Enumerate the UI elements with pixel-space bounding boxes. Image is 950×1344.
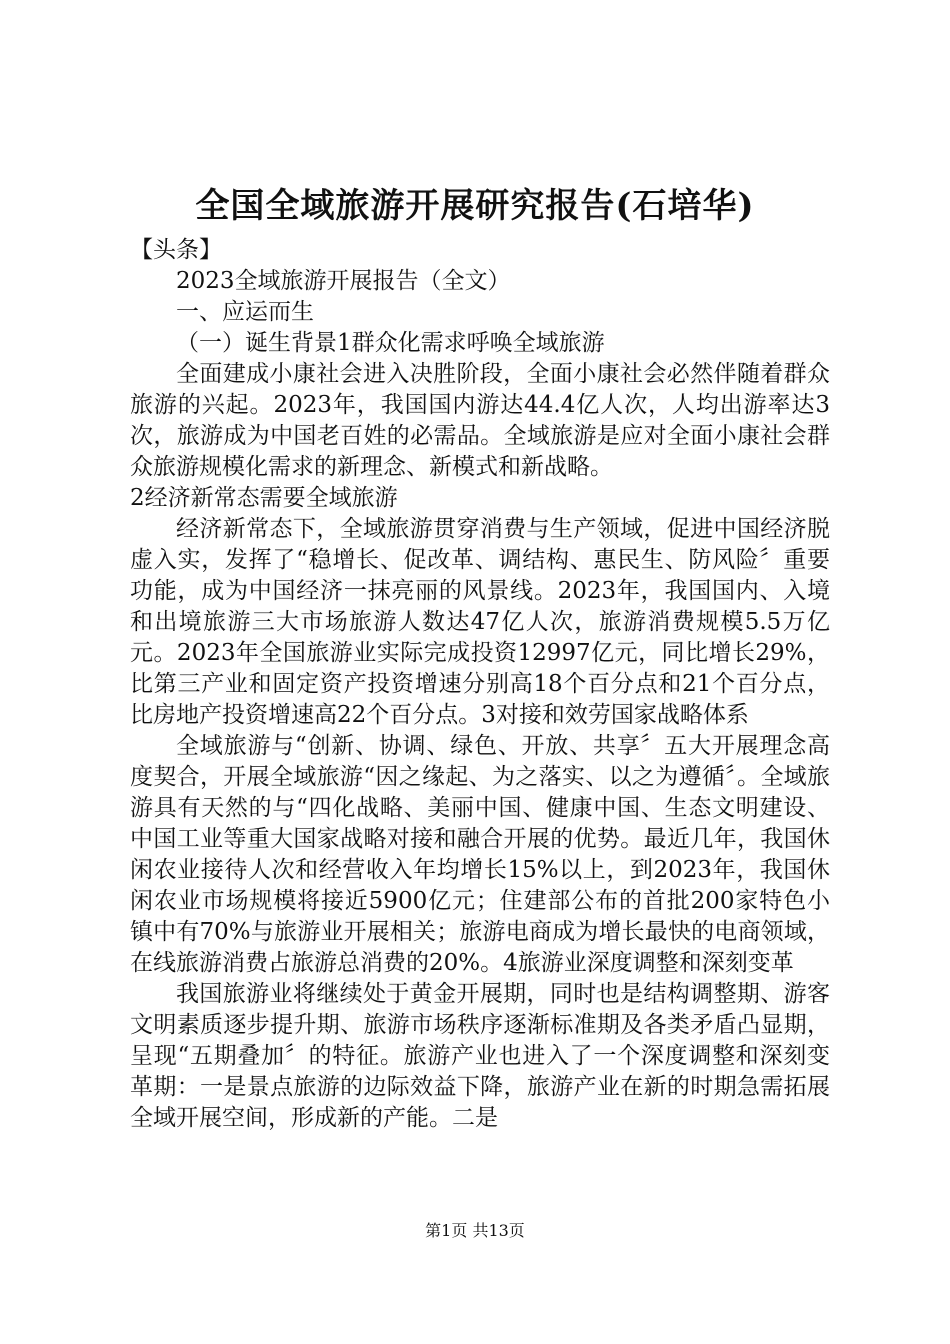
subsection-heading: （一）诞生背景1群众化需求呼唤全域旅游 xyxy=(176,330,605,356)
body-paragraph-4: 我国旅游业将继续处于黄金开展期，同时也是结构调整期、游客文明素质逐步提升期、旅游市场秩序逐渐标准期及各类矛盾凸显期，呈现“五期叠加〞的特征。旅游产业也进入了一个深度调整和深刻变革期：一是景点旅游的边际效益下降，旅游产业在新的时期急需拓展全域开展空间，形成新的产能。二是 xyxy=(130,981,830,1131)
body-heading-2: 2经济新常态需要全域旅游 xyxy=(130,485,398,511)
body-paragraph-2: 经济新常态下，全域旅游贯穿消费与生产领域，促进中国经济脱虚入实，发挥了“稳增长、促改革、调结构、惠民生、防风险〞重要功能，成为中国经济一抹亮丽的风景线。2023年，我国国内、入境和出境旅游三大市场旅游人数达47亿人次，旅游消费规模5.5万亿元。2023年全国旅游业实际完成投资12997亿元，同比增长29%，比第三产业和固定资产投资增速分别高18个百分点和21个百分点，比房地产投资增速高22个百分点。3对接和效劳国家战略体系 xyxy=(130,516,830,728)
document-title: 全国全域旅游开展研究报告(石培华) xyxy=(195,186,755,226)
document-subtitle: 2023全域旅游开展报告（全文） xyxy=(176,268,511,294)
section-heading: 一、应运而生 xyxy=(176,299,314,325)
document-body xyxy=(130,235,830,1134)
body-paragraph-3: 全域旅游与“创新、协调、绿色、开放、共享〞五大开展理念高度契合，开展全域旅游“因之缘起、为之落实、以之为遵循〞。全域旅游具有天然的与“四化战略、美丽中国、健康中国、生态文明建设、中国工业等重大国家战略对接和融合开展的优势。最近几年，我国休闲农业接待人次和经营收入年均增长15%以上，到2023年，我国休闲农业市场规模将接近5900亿元；住建部公布的首批200家特色小镇中有70%与旅游业开展相关；旅游电商成为增长最快的电商领域，在线旅游消费占旅游总消费的20%。4旅游业深度调整和深刻变革 xyxy=(130,733,830,976)
document-label: 【头条】 xyxy=(130,237,222,263)
page-footer: 第1页 共13页 xyxy=(425,1221,525,1240)
body-paragraph-1: 全面建成小康社会进入决胜阶段，全面小康社会必然伴随着群众旅游的兴起。2023年，我国国内游达44.4亿人次，人均出游率达3次，旅游成为中国老百姓的必需品。全域旅游是应对全面小康社会群众旅游规模化需求的新理念、新模式和新战略。 xyxy=(130,361,830,480)
